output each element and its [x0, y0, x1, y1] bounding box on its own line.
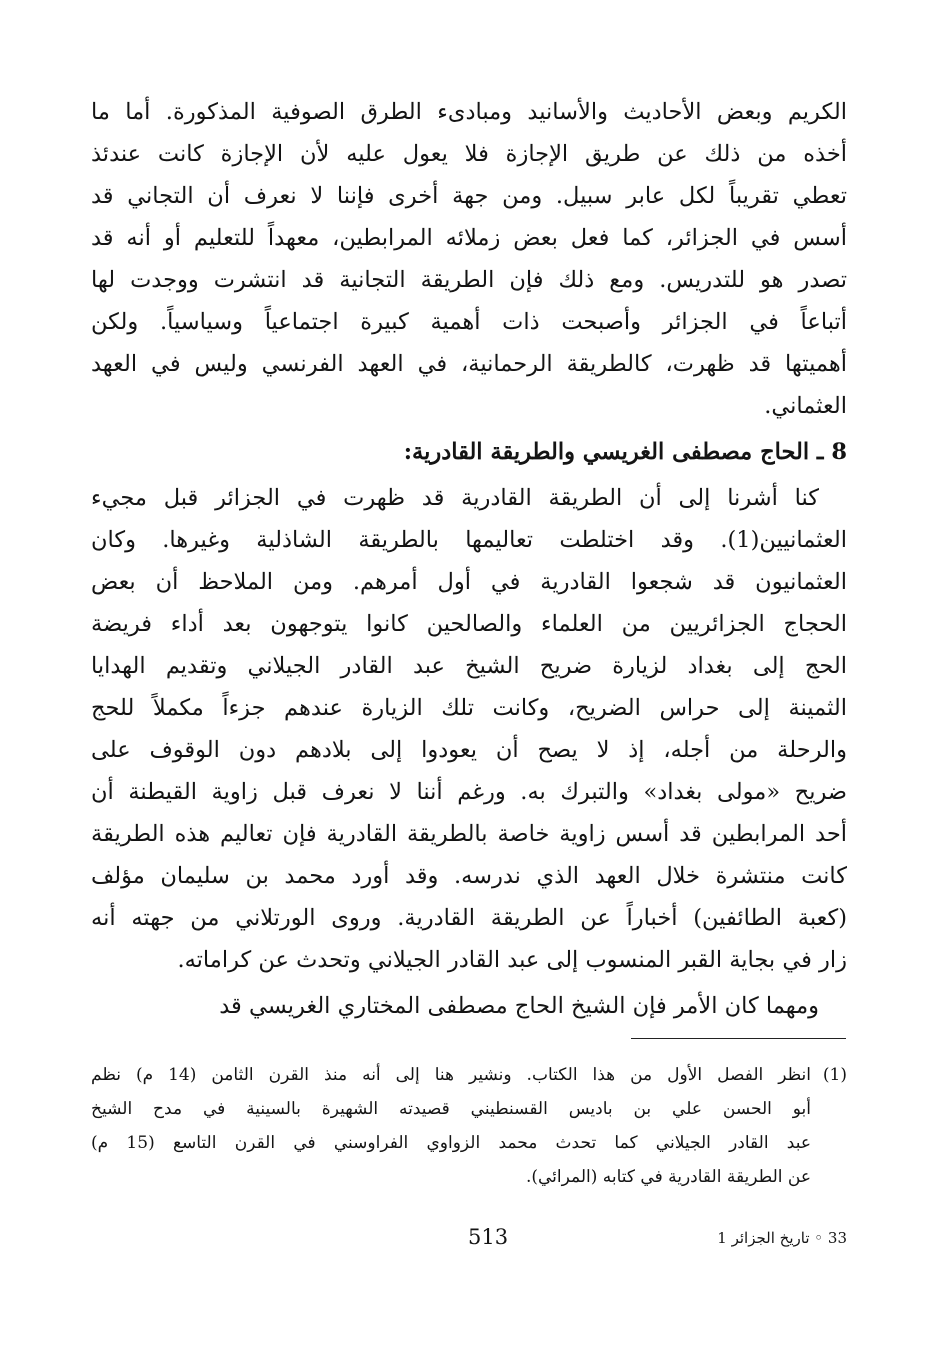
- footnote-line: عبد القادر الجيلاني كما تحدث محمد الزواوي الفراوسني في القرن التاسع (15 م): [91, 1133, 811, 1153]
- body-line: ضريح «مولى بغداد» والتبرك به. ورغم أننا لا نعرف قبل زاوية القيطنة أن: [91, 779, 847, 805]
- body-line: تعطي تقريباً لكل عابر سبيل. ومن جهة أخرى فإننا لا نعرف أن التجاني قد: [91, 183, 847, 209]
- footnote-divider: [631, 1038, 846, 1039]
- footnote-number: (1): [822, 1065, 847, 1085]
- body-line: العثماني.: [764, 393, 847, 419]
- running-footer: 33 ◦ تاريخ الجزائر 1: [717, 1229, 847, 1247]
- section-heading: 8 ـ الحاج مصطفى الغريسي والطريقة القادرية:: [403, 439, 847, 465]
- body-line: أخذه من ذلك عن طريق الإجازة فلا يعول عليه لأن الإجازة كانت عندئذ: [91, 141, 847, 167]
- body-line: العثمانيين(1). وقد اختلطت تعاليمها بالطريقة الشاذلية وغيرها. وكان: [91, 527, 847, 553]
- body-line: (كعبة الطائفين) أخباراً عن الطريقة القادرية. وروى الورتلاني من جهته أنه: [91, 905, 847, 931]
- body-line: الحج إلى بغداد لزيارة ضريح الشيخ عبد القادر الجيلاني وتقديم الهدايا: [91, 653, 847, 679]
- body-line: أهميتها قد ظهرت، كالطريقة الرحمانية، في العهد الفرنسي وليس في العهد: [91, 351, 847, 377]
- footnote-line: عن الطريقة القادرية في كتابه (المرائي).: [525, 1167, 811, 1187]
- body-line: والرحلة من أجله، إذ لا يصح أن يعودوا إلى بلادهم دون الوقوف على: [91, 737, 847, 763]
- footnote-line: أبو الحسن علي بن باديس القسنطيني قصيدته الشهيرة بالسينية في مدح الشيخ: [91, 1099, 811, 1119]
- body-line: الكريم وبعض الأحاديث والأسانيد ومبادىء الطرق الصوفية المذكورة. أما ما: [91, 99, 847, 125]
- body-line: زار في بجاية القبر المنسوب إلى عبد القادر الجيلاني وتحدث عن كراماته.: [177, 947, 847, 973]
- body-line: كانت منتشرة خلال العهد الذي ندرسه. وقد أورد محمد بن سليمان مؤلف: [91, 863, 847, 889]
- body-line: كنا أشرنا إلى أن الطريقة القادرية قد ظهرت في الجزائر قبل مجيء: [91, 485, 819, 511]
- body-line: أسس في الجزائر، كما فعل بعض زملائه المرابطين، معهداً للتعليم أو أنه قد: [91, 225, 847, 251]
- footnote-line: انظر الفصل الأول من هذا الكتاب. ونشير هنا إلى أنه منذ القرن الثامن (14 م) نظم: [91, 1065, 811, 1085]
- body-line: الحجاج الجزائريين من العلماء والصالحين كانوا يتوجهون بعد أداء فريضة: [91, 611, 847, 637]
- page-number: 513: [468, 1225, 509, 1249]
- body-line: أحد المرابطين قد أسس زاوية خاصة بالطريقة القادرية فإن تعاليم هذه الطريقة: [91, 821, 847, 847]
- body-line: ومهما كان الأمر فإن الشيخ الحاج مصطفى المختاري الغريسي قد: [219, 993, 819, 1019]
- body-line: تصدر هو للتدريس. ومع ذلك فإن الطريقة التجانية قد انتشرت ووجدت لها: [91, 267, 847, 293]
- body-line: العثمانيون قد شجعوا القادرية في أول أمرهم. ومن الملاحظ أن بعض: [91, 569, 847, 595]
- body-line: الثمينة إلى حراس الضريح، وكانت تلك الزيارة عندهم جزءاً مكملاً للحج: [91, 695, 847, 721]
- body-line: أتباعاً في الجزائر وأصبحت ذات أهمية كبيرة اجتماعياً وسياسياً. ولكن: [91, 309, 847, 335]
